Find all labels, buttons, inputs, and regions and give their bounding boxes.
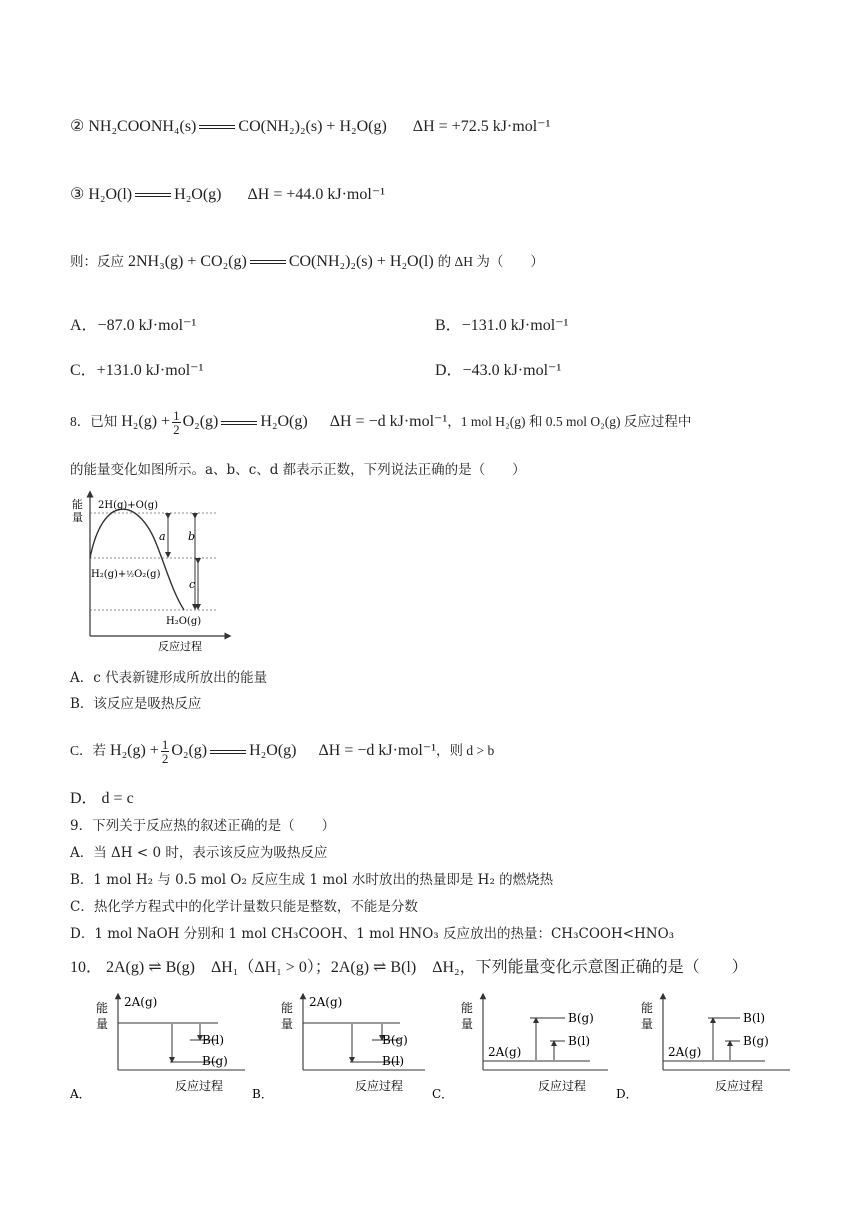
q8-eq-lhs-b: O₂(g) [182,413,219,431]
bottom-level-label: H₂O(g) [166,616,202,627]
q9-option-a[interactable]: A．当 ΔH < 0 时，表示该反应为吸热反应 [70,845,328,861]
eq-rhs: H₂O(g) [174,186,222,203]
q9-stem: 9．下列关于反应热的叙述正确的是（ ） [70,818,336,834]
q8-option-b[interactable]: B．该反应是吸热反应 [70,696,202,712]
eq-enthalpy: ΔH = +44.0 kJ·mol⁻¹ [247,186,386,203]
q8-eq-rhs: H₂O(g) [260,413,308,431]
q10-stem: 10． 2A(g) ⇌ B(g) ΔH₁（ΔH₁ > 0）；2A(g) ⇌ B(l) ΔH₂，下列能量变化示意图正确的是（ ） [70,959,748,976]
svg-text:量: 量 [96,1017,109,1031]
q8-stem-line2: 的能量变化如图所示。a、b、c、d 都表示正数，下列说法正确的是（ ） [70,462,526,478]
svg-text:C．: C． [432,1087,454,1101]
stem-lhs: 2NH₃(g) + CO₂(g) [128,253,247,270]
q8-enthalpy: ΔH = −d kJ·mol⁻¹ [329,413,448,431]
svg-text:能: 能 [461,1001,474,1015]
q9-option-d[interactable]: D．1 mol NaOH 分别和 1 mol CH₃COOH、1 mol HNO₃ 反应放出的热量：CH₃COOH<HNO₃ [70,926,675,942]
x-axis-label: 反应过程 [158,640,202,653]
q9-option-c[interactable]: C．热化学方程式中的化学计量数只能是整数，不能是分数 [70,899,418,915]
top-level-label: 2H(g)+O(g) [98,500,159,511]
svg-text:2A(g): 2A(g) [309,995,343,1009]
svg-text:B．: B． [252,1087,273,1101]
q10-diagram-a[interactable] [69,995,245,1101]
equals-sign [210,750,246,754]
svg-text:B(l): B(l) [202,1033,225,1047]
svg-text:B(l): B(l) [382,1054,405,1068]
svg-text:量: 量 [281,1017,294,1031]
q8-suffix: ，1 mol H₂(g) 和 0.5 mol O₂(g) 反应过程中 [447,414,692,430]
stem-suffix: 的 ΔH 为（ ） [437,254,544,269]
svg-text:能: 能 [641,1001,654,1015]
optc-suffix: ，则 d > b [436,743,495,759]
q7-option-c[interactable]: C．+131.0 kJ·mol⁻¹ [70,362,204,379]
mid-level-label: H₂(g)+½O₂(g) [91,569,161,580]
arrow-b-label: b [188,530,196,543]
equals-sign [221,421,257,425]
svg-text:反应过程: 反应过程 [715,1079,764,1093]
eq-enthalpy: ΔH = +72.5 kJ·mol⁻¹ [412,118,551,135]
svg-text:能: 能 [96,1001,109,1015]
svg-text:B(g): B(g) [743,1034,769,1048]
stem-prefix: 则：反应 [70,254,124,269]
eq-lhs: H₂O(l) [88,186,133,203]
arrow-c-label: c [189,578,196,591]
q7-option-b[interactable]: B．−131.0 kJ·mol⁻¹ [435,317,569,334]
svg-text:量: 量 [641,1017,654,1031]
q10-diagram-d[interactable] [616,996,790,1101]
svg-text:B(l): B(l) [743,1011,766,1025]
q7-option-d[interactable]: D．−43.0 kJ·mol⁻¹ [435,362,562,379]
y-axis-label-1: 能 [72,498,83,511]
equals-sign [199,125,235,129]
svg-text:A．: A． [70,1087,91,1101]
y-axis-label-2: 量 [72,511,83,524]
q7-equation-2 [70,117,550,137]
q8-option-d[interactable]: D． d = c [70,790,134,807]
eq-number: ③ [70,186,85,203]
q7-stem [70,252,544,272]
optc-lhs-b: O₂(g) [171,742,208,760]
svg-text:反应过程: 反应过程 [175,1079,224,1093]
svg-text:B(g): B(g) [382,1033,408,1047]
svg-text:2A(g): 2A(g) [488,1045,522,1059]
q8-prefix: 8．已知 [70,414,118,430]
arrow-a-label: a [159,530,166,543]
stem-rhs: CO(NH₂)₂(s) + H₂O(l) [288,253,434,270]
eq-rhs: CO(NH₂)₂(s) + H₂O(g) [238,118,387,135]
optc-rhs: H₂O(g) [249,742,297,760]
svg-text:能: 能 [281,1001,294,1015]
q8-eq-lhs-a: H₂(g) + [121,413,171,431]
svg-text:2A(g): 2A(g) [668,1045,702,1059]
q8-option-a[interactable]: A．c 代表新键形成所放出的能量 [70,670,268,686]
q9-option-b[interactable]: B．1 mol H₂ 与 0.5 mol O₂ 反应生成 1 mol 水时放出的热量即是 H₂ 的燃烧热 [70,872,554,888]
optc-prefix: C．若 [70,743,107,759]
q8-stem-line1 [70,409,691,436]
q10-diagram-b[interactable] [252,995,425,1101]
q7-equation-3 [70,185,385,205]
equals-sign [250,260,286,264]
eq-lhs: NH₂COONH₄(s) [88,118,197,135]
reaction-curve [90,509,184,610]
svg-text:2A(g): 2A(g) [124,995,158,1009]
svg-text:反应过程: 反应过程 [355,1079,404,1093]
svg-text:量: 量 [461,1017,474,1031]
q8-energy-diagram [68,488,238,653]
q7-option-a[interactable]: A．−87.0 kJ·mol⁻¹ [70,317,197,334]
svg-text:B(g): B(g) [568,1011,594,1025]
svg-text:B(l): B(l) [568,1034,591,1048]
svg-text:B(g): B(g) [202,1054,228,1068]
q10-diagram-c[interactable] [432,996,608,1101]
svg-text:反应过程: 反应过程 [538,1079,587,1093]
eq-number: ② [70,118,85,135]
optc-lhs-a: H₂(g) + [110,742,159,760]
svg-text:D．: D． [616,1087,638,1101]
equals-sign [135,193,171,197]
q10-diagrams [60,990,800,1105]
fraction-half: $\frac{1}{2}$ [161,737,169,766]
q8-option-c[interactable] [70,738,494,765]
optc-enthalpy: ΔH = −d kJ·mol⁻¹ [318,742,437,760]
fraction-half: $\frac{1}{2}$ [173,408,180,437]
